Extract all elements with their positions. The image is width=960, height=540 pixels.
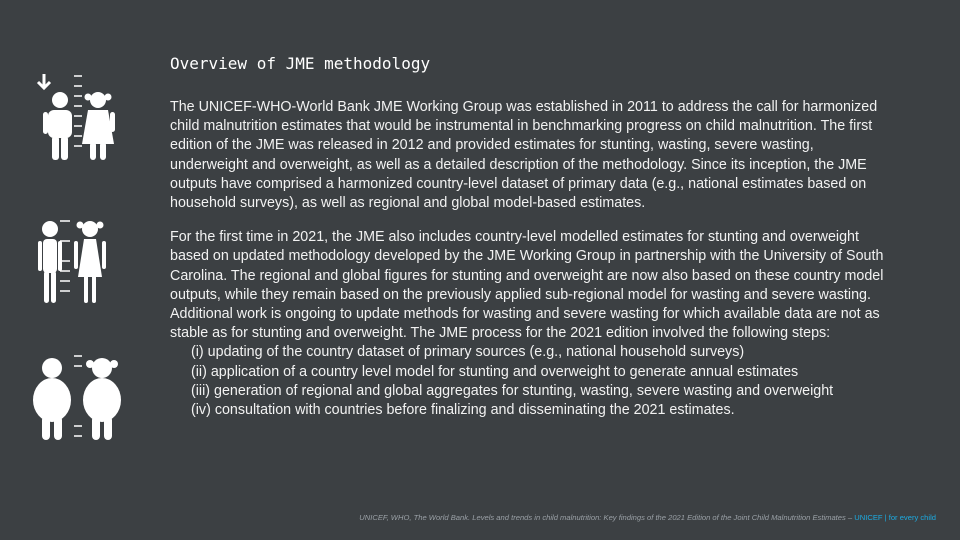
body-text — [170, 98, 890, 420]
stunting-children-icon — [30, 70, 120, 165]
process-steps-list — [191, 343, 890, 420]
overweight-children-icon — [30, 350, 125, 445]
brand-tagline: UNICEF | for every child — [854, 513, 936, 522]
paragraph-2021-update: For the first time in 2021, the JME also includes country-level modelled estimates for stunting and overweight based on updated methodology developed by the JME Working Group in partnership with the University of South Carolina. The regional and global figures for stunting and overweight are now also based on these country model outputs, while they remain based on the previously applied sub-regional model for wasting and severe wasting. Additional work is ongoing to update methods for wasting and severe wasting for which available data are not as stable as for stunting and overweight. The JME process for the 2021 edition involved the following steps: — [170, 229, 884, 342]
footer-citation — [359, 513, 936, 522]
process-step: (iv) consultation with countries before finalizing and disseminating the 2021 estimates. — [191, 402, 735, 419]
wasting-children-icon — [30, 215, 120, 310]
paragraph-history: The UNICEF-WHO-World Bank JME Working Group was established in 2011 to address the call for harmonized child malnutrition estimates that would be instrumental in benchmarking progress on child malnutrition. The first edition of the JME was released in 2012 and provided estimates for stunting, wasting, severe wasting, underweight and overweight, as well as a detailed description of the methodology. Since its inception, the JME outputs have comprised a harmonized country-level dataset of primary data (e.g., national estimates based on household surveys), as well as regional and global model-based estimates. — [170, 99, 878, 212]
page-title: Overview of JME methodology — [170, 54, 431, 73]
citation-text: UNICEF, WHO, The World Bank. Levels and trends in child malnutrition: Key findings of the 2021 Edition of the Joint Child Malnutrition Estimates – — [359, 513, 855, 522]
process-step: (i) updating of the country dataset of primary sources (e.g., national household surveys) — [191, 344, 745, 361]
icon-column — [30, 60, 130, 460]
process-step: (iii) generation of regional and global aggregates for stunting, wasting, severe wasting and overweight — [191, 382, 834, 399]
process-step: (ii) application of a country level model for stunting and overweight to generate annual estimates — [191, 363, 799, 380]
